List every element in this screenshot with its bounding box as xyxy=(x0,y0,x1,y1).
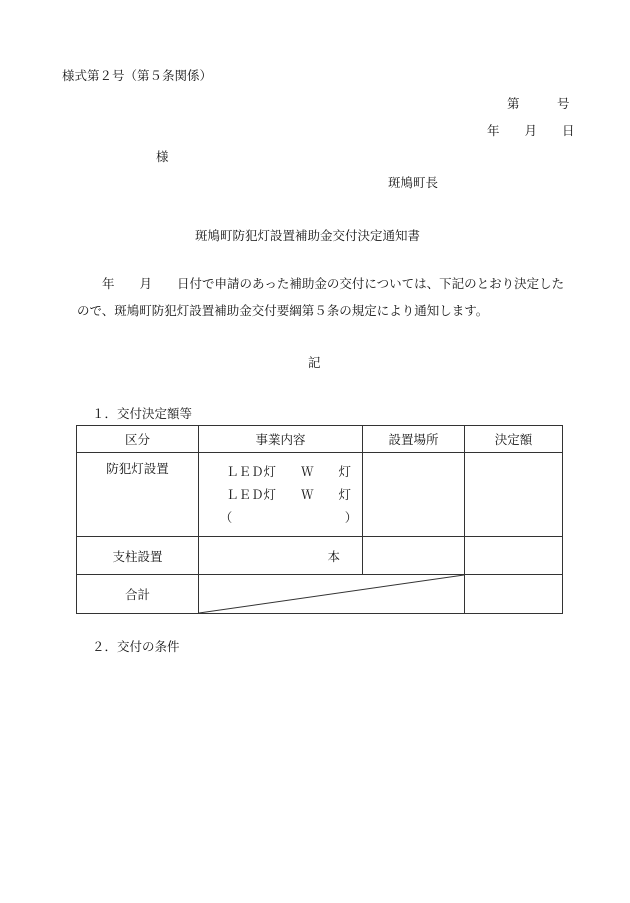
cell-amount xyxy=(465,575,563,614)
row-label-total: 合計 xyxy=(77,575,199,614)
header-category: 区分 xyxy=(77,426,199,453)
cell-location xyxy=(363,537,465,575)
ki-heading: 記 xyxy=(308,355,321,370)
total-crossed-cell xyxy=(199,575,465,614)
row-label-pole: 支柱設置 xyxy=(77,537,199,575)
document-title: 斑鳩町防犯灯設置補助金交付決定通知書 xyxy=(195,228,421,243)
cell-location xyxy=(363,453,465,537)
grant-table xyxy=(76,425,563,614)
body-text xyxy=(77,270,571,324)
cell-amount xyxy=(465,453,563,537)
section-2-heading: ２．交付の条件 xyxy=(92,639,180,654)
table-row xyxy=(77,537,563,575)
table-row xyxy=(77,575,563,614)
header-amount: 決定額 xyxy=(465,426,563,453)
body-line-1: 年 月 日付で申請のあった補助金の交付については、下記のとおり決定し xyxy=(102,276,552,291)
section-1-heading: １．交付決定額等 xyxy=(92,406,193,421)
document-number: 第 号 xyxy=(507,96,570,111)
cell-amount xyxy=(465,537,563,575)
issue-date: 年 月 日 xyxy=(487,123,575,138)
content-line: （ ） xyxy=(219,510,358,525)
content-line: ＬＥＤ灯 Ｗ 灯 xyxy=(225,464,351,479)
recipient-suffix: 様 xyxy=(156,149,169,164)
content-line: ＬＥＤ灯 Ｗ 灯 xyxy=(225,487,351,502)
form-id: 様式第２号（第５条関係） xyxy=(62,68,213,83)
row-content-light xyxy=(199,453,363,537)
row-content-pole: 本 xyxy=(199,537,363,575)
header-location: 設置場所 xyxy=(363,426,465,453)
diagonal-line xyxy=(199,575,464,613)
header-content: 事業内容 xyxy=(199,426,363,453)
table-row xyxy=(77,453,563,537)
issuer: 斑鳩町長 xyxy=(388,175,439,190)
row-label-light: 防犯灯設置 xyxy=(77,453,199,537)
body-line-2: たので、斑鳩町防犯灯設置補助金交付要綱第５条の規定により通知します。 xyxy=(77,276,565,318)
table-header-row xyxy=(77,426,563,453)
